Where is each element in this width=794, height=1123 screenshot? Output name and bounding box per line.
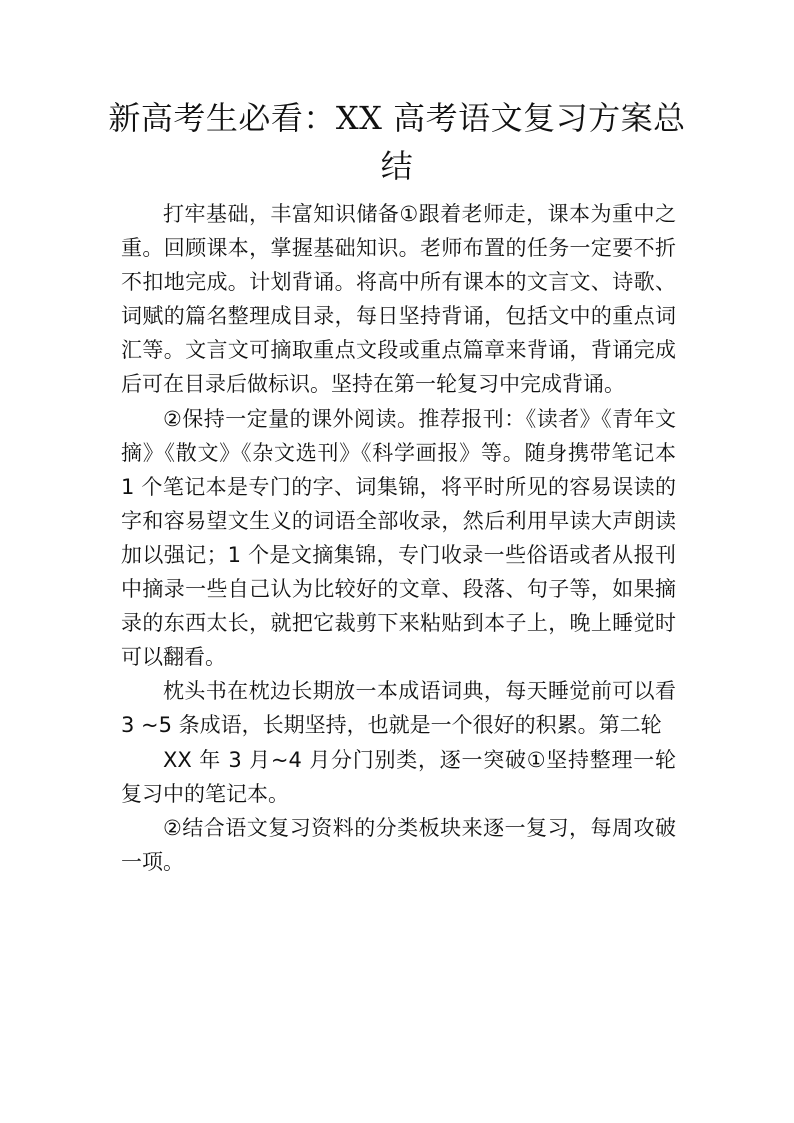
paragraph-reading: ②保持一定量的课外阅读。推荐报刊：《读者》《青年文摘》《散文》《杂文选刊》《科学画报》等。随身携带笔记本 1 个笔记本是专门的字、词集锦，将平时所见的容易误读的字和容易望文生义的词语全部收录，然后利用早读大声朗读加以强记；1 个是文摘集锦，专门收录一些俗语或者从报刊中摘录一些自己认为比较好的文章、段落、句子等，如果摘录的东西太长，就把它裁剪下来粘贴到本子上，晚上睡觉时可以翻看。 bbox=[121, 406, 676, 670]
paragraph-second-round: XX 年 3 月~4 月分门别类，逐一突破①坚持整理一轮复习中的笔记本。 bbox=[121, 747, 676, 806]
document-body bbox=[121, 197, 676, 879]
paragraph-basics: 打牢基础，丰富知识储备①跟着老师走，课本为重中之重。回顾课本，掌握基础知识。老师布置的任务一定要不折不扣地完成。计划背诵。将高中所有课本的文言文、诗歌、词赋的篇名整理成目录，每日坚持背诵，包括文中的重点词汇等。文言文可摘取重点文段或重点篇章来背诵，背诵完成后可在目录后做标识。坚持在第一轮复习中完成背诵。 bbox=[121, 202, 676, 397]
paragraph-bedside-book: 枕头书在枕边长期放一本成语词典，每天睡觉前可以看 3 ~5 条成语，长期坚持，也就是一个很好的积累。第二轮 bbox=[121, 679, 676, 738]
document-title: 新高考生必看：XX 高考语文复习方案总结 bbox=[108, 99, 686, 185]
paragraph-weekly-review: ②结合语文复习资料的分类板块来逐一复习，每周攻破一项。 bbox=[121, 815, 676, 874]
